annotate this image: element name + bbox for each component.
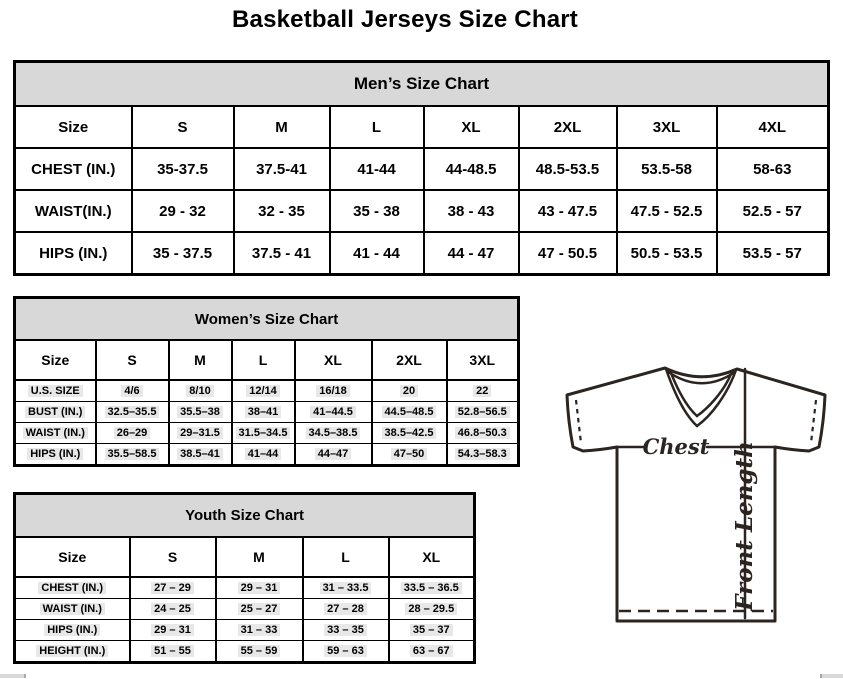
horizontal-scrollbar-fragment-left[interactable] <box>0 674 26 678</box>
cell-value: 41-44 <box>330 148 424 190</box>
cell-value: 35 - 38 <box>330 190 424 232</box>
column-header: 2XL <box>372 340 447 380</box>
row-label: HIPS (IN.) <box>15 444 96 466</box>
cell-value: 46.8–50.3 <box>447 423 519 444</box>
row-label: HIPS (IN.) <box>15 232 132 275</box>
column-header: 3XL <box>617 106 717 148</box>
mens-size-table <box>13 60 830 276</box>
row-label: WAIST (IN.) <box>15 423 96 444</box>
table-row <box>15 402 519 423</box>
cell-value: 22 <box>447 380 519 402</box>
cell-value: 44 - 47 <box>424 232 519 275</box>
row-label: HEIGHT (IN.) <box>15 641 130 663</box>
table-row <box>15 380 519 402</box>
chest-label: Chest <box>642 434 710 459</box>
youth-size-table <box>13 492 476 664</box>
cell-value: 35.5–58.5 <box>96 444 169 466</box>
jersey-outline <box>567 368 825 621</box>
cell-value: 53.5-58 <box>617 148 717 190</box>
cell-value: 29 - 32 <box>132 190 234 232</box>
cell-value: 29–31.5 <box>169 423 232 444</box>
cell-value: 47–50 <box>372 444 447 466</box>
column-header: Size <box>15 537 130 577</box>
horizontal-scrollbar-fragment-right[interactable] <box>820 674 843 678</box>
cell-value: 33.5 – 36.5 <box>389 577 475 599</box>
table-row <box>15 599 475 620</box>
cell-value: 41 - 44 <box>330 232 424 275</box>
page-title: Basketball Jerseys Size Chart <box>232 6 578 33</box>
cell-value: 53.5 - 57 <box>717 232 829 275</box>
column-header: 2XL <box>519 106 617 148</box>
cell-value: 37.5 - 41 <box>234 232 330 275</box>
cell-value: 24 – 25 <box>130 599 216 620</box>
cell-value: 35.5–38 <box>169 402 232 423</box>
cell-value: 35 - 37.5 <box>132 232 234 275</box>
cell-value: 29 – 31 <box>216 577 303 599</box>
mens-column-header-row <box>15 106 829 148</box>
cell-value: 44-48.5 <box>424 148 519 190</box>
cell-value: 58-63 <box>717 148 829 190</box>
cell-value: 27 – 29 <box>130 577 216 599</box>
column-header: M <box>169 340 232 380</box>
mens-table-title: Men’s Size Chart <box>15 62 829 107</box>
womens-size-table <box>13 296 520 467</box>
cell-value: 38 - 43 <box>424 190 519 232</box>
column-header: S <box>96 340 169 380</box>
column-header: M <box>234 106 330 148</box>
cell-value: 44–47 <box>295 444 372 466</box>
cell-value: 26–29 <box>96 423 169 444</box>
cell-value: 32 - 35 <box>234 190 330 232</box>
womens-table-title: Women’s Size Chart <box>15 298 519 341</box>
cell-value: 29 – 31 <box>130 620 216 641</box>
cell-value: 25 – 27 <box>216 599 303 620</box>
cell-value: 27 – 28 <box>303 599 389 620</box>
cell-value: 47.5 - 52.5 <box>617 190 717 232</box>
table-row <box>15 148 829 190</box>
cell-value: 8/10 <box>169 380 232 402</box>
cell-value: 12/14 <box>232 380 295 402</box>
table-row <box>15 232 829 275</box>
left-cuff-dashed-line <box>576 400 581 443</box>
cell-value: 35 – 37 <box>389 620 475 641</box>
column-header: 3XL <box>447 340 519 380</box>
cell-value: 52.8–56.5 <box>447 402 519 423</box>
womens-column-header-row <box>15 340 519 380</box>
cell-value: 20 <box>372 380 447 402</box>
cell-value: 48.5-53.5 <box>519 148 617 190</box>
column-header: L <box>330 106 424 148</box>
cell-value: 43 - 47.5 <box>519 190 617 232</box>
cell-value: 38–41 <box>232 402 295 423</box>
row-label: BUST (IN.) <box>15 402 96 423</box>
cell-value: 28 – 29.5 <box>389 599 475 620</box>
column-header: XL <box>295 340 372 380</box>
table-row <box>15 423 519 444</box>
row-label: U.S. SIZE <box>15 380 96 402</box>
cell-value: 51 – 55 <box>130 641 216 663</box>
column-header: S <box>132 106 234 148</box>
cell-value: 37.5-41 <box>234 148 330 190</box>
column-header: 4XL <box>717 106 829 148</box>
right-cuff-dashed-line <box>811 400 816 443</box>
cell-value: 34.5–38.5 <box>295 423 372 444</box>
cell-value: 44.5–48.5 <box>372 402 447 423</box>
front-length-label: Front Length <box>731 441 758 611</box>
column-header: S <box>130 537 216 577</box>
column-header: Size <box>15 106 132 148</box>
cell-value: 41–44 <box>232 444 295 466</box>
table-row <box>15 641 475 663</box>
cell-value: 38.5–41 <box>169 444 232 466</box>
youth-table-title: Youth Size Chart <box>15 494 475 538</box>
column-header: XL <box>424 106 519 148</box>
row-label: HIPS (IN.) <box>15 620 130 641</box>
column-header: M <box>216 537 303 577</box>
cell-value: 55 – 59 <box>216 641 303 663</box>
jersey-measurement-diagram <box>555 353 843 651</box>
table-row <box>15 444 519 466</box>
cell-value: 16/18 <box>295 380 372 402</box>
cell-value: 59 – 63 <box>303 641 389 663</box>
column-header: Size <box>15 340 96 380</box>
youth-column-header-row <box>15 537 475 577</box>
cell-value: 41–44.5 <box>295 402 372 423</box>
cell-value: 50.5 - 53.5 <box>617 232 717 275</box>
cell-value: 31 – 33 <box>216 620 303 641</box>
column-header: L <box>232 340 295 380</box>
cell-value: 63 – 67 <box>389 641 475 663</box>
row-label: CHEST (IN.) <box>15 577 130 599</box>
cell-value: 38.5–42.5 <box>372 423 447 444</box>
cell-value: 52.5 - 57 <box>717 190 829 232</box>
cell-value: 33 – 35 <box>303 620 389 641</box>
row-label: WAIST(IN.) <box>15 190 132 232</box>
cell-value: 31.5–34.5 <box>232 423 295 444</box>
cell-value: 47 - 50.5 <box>519 232 617 275</box>
cell-value: 54.3–58.3 <box>447 444 519 466</box>
column-header: XL <box>389 537 475 577</box>
row-label: WAIST (IN.) <box>15 599 130 620</box>
table-row <box>15 577 475 599</box>
row-label: CHEST (IN.) <box>15 148 132 190</box>
column-header: L <box>303 537 389 577</box>
cell-value: 35-37.5 <box>132 148 234 190</box>
table-row <box>15 620 475 641</box>
table-row <box>15 190 829 232</box>
cell-value: 4/6 <box>96 380 169 402</box>
cell-value: 32.5–35.5 <box>96 402 169 423</box>
cell-value: 31 – 33.5 <box>303 577 389 599</box>
